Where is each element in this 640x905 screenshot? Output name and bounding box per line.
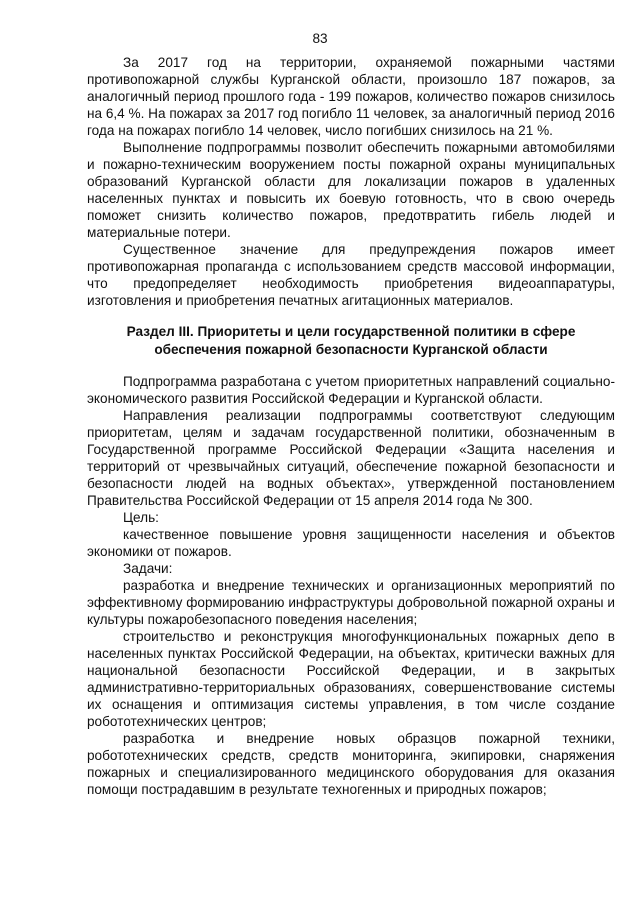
paragraph-fires-statistics: За 2017 год на территории, охраняемой пожарными частями противопожарной службы Курганской области, произошло 187 пожаров, за аналогичный период прошлого года - 199 пожаров, количество пожаров снизилось на 6,4 %. На пожарах за 2017 год погибло 11 человек, за аналогичный период 2016 года на пожарах погибло 14 человек, число погибших снизилось на 21 %. (87, 55, 615, 138)
paragraph-priorities: Направления реализации подпрограммы соответствуют следующим приоритетам, целям и задачам государственной политики, обозначенным в Государственной программе Российской Федерации «Защита населения и территорий от чрезвычайных ситуаций, обеспечение пожарной безопасности и безопасности людей на водных объектах», утвержденной постановлением Правительства Российской Федерации от 15 апреля 2014 года № 300. (87, 408, 615, 508)
section-heading-line-1: Раздел III. Приоритеты и цели государственной политики в сфере (126, 324, 576, 339)
label-tasks: Задачи: (123, 561, 173, 576)
paragraph-goal: качественное повышение уровня защищенности населения и объектов экономики от пожаров. (87, 527, 615, 559)
section-heading (87, 323, 615, 359)
paragraph-subprogram-basis: Подпрограмма разработана с учетом приоритетных направлений социально-экономического развития Российской Федерации и Курганской области. (87, 374, 615, 406)
section-heading-line-2: обеспечения пожарной безопасности Курганской области (154, 342, 548, 357)
paragraph-task-2: строительство и реконструкция многофункциональных пожарных депо в населенных пунктах Российской Федерации, на объектах, критически важных для национальной безопасности Российской Федерации, и в закрытых административно-территориальных образованиях, совершенствование системы их оснащения и оптимизация системы управления, в том числе создание робототехнических центров; (87, 629, 615, 729)
paragraph-task-3: разработка и внедрение новых образцов пожарной техники, робототехнических средств, средств мониторинга, экипировки, снаряжения пожарных и специализированного медицинского оборудования для оказания помощи пострадавшим в результате техногенных и природных пожаров; (87, 731, 615, 797)
paragraph-task-1: разработка и внедрение технических и организационных мероприятий по эффективному формированию инфраструктуры добровольной пожарной охраны и культуры пожаробезопасного поведения населения; (87, 578, 615, 627)
paragraph-fire-propaganda: Существенное значение для предупреждения пожаров имеет противопожарная пропаганда с использованием средств массовой информации, что предопределяет необходимость приобретения видеоаппаратуры, изготовления и приобретения печатных агитационных материалов. (87, 242, 615, 308)
page-number: 83 (312, 31, 328, 46)
label-goal: Цель: (123, 510, 159, 525)
paragraph-subprogram-outcome: Выполнение подпрограммы позволит обеспечить пожарными автомобилями и пожарно-техническим вооружением посты пожарной охраны муниципальных образований Курганской области для локализации пожаров в удаленных населенных пунктах и повысить их боевую готовность, что в свою очередь поможет снизить количество пожаров, предотвратить гибель людей и материальные потери. (87, 140, 615, 240)
document-body (87, 54, 615, 798)
